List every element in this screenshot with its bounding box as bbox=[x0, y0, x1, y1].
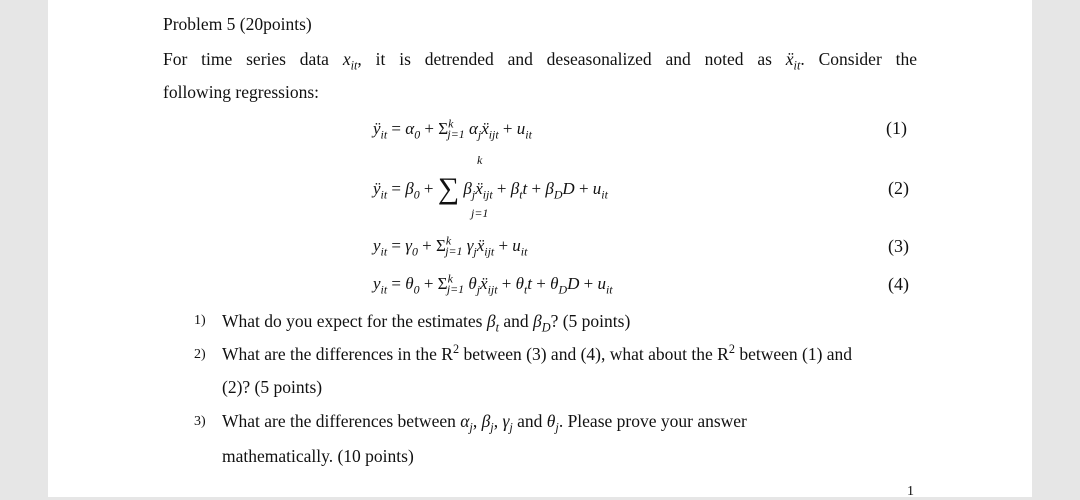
question-3-text-line1: What are the differences between $\alpha_j$, $\beta_j$, $\gamma_j$ and $\theta_j$. Please prove your answer bbox=[222, 411, 747, 435]
sum-lower-limit: j=1 bbox=[471, 206, 489, 220]
question-2-text-line2: (2)? (5 points) bbox=[222, 377, 323, 397]
problem-intro-line2: following regressions: bbox=[163, 82, 320, 102]
problem-intro-line1: For time series data $x_{it}$, it is detrended and deseasonalized and noted as ẍ$_{it}$. Consider the bbox=[163, 49, 918, 73]
equation-2: $ÿ_{it} = \beta_0$ + ∑ $\beta_jẍ_{ijt} + \beta_tt + \beta_DD + u_{it}$ bbox=[373, 172, 608, 205]
question-3-number: 3) bbox=[194, 414, 206, 429]
equation-4-number: (4) bbox=[888, 274, 909, 294]
document-page bbox=[48, 0, 1032, 497]
page-number: 1 bbox=[907, 484, 914, 499]
equation-3: $y_{it} = \gamma_0 + \Sigma^k_{j=1}$ $\gamma_jẍ_{ijt} + u_{it}$ bbox=[373, 233, 528, 259]
question-3-text-line2: mathematically. (10 points) bbox=[222, 446, 414, 466]
question-2-number: 2) bbox=[194, 347, 206, 362]
question-2-text-line1: What are the differences in the $R^2$ between (3) and (4), what about the $R^2$ between (1) and bbox=[222, 342, 853, 364]
equation-3-number: (3) bbox=[888, 236, 909, 256]
question-1-number: 1) bbox=[194, 313, 206, 328]
sum-upper-limit: k bbox=[477, 153, 483, 167]
question-1-text: What do you expect for the estimates $\beta_t$ and $\beta_D$? (5 points) bbox=[222, 311, 631, 335]
problem-title: Problem 5 (20points) bbox=[163, 14, 312, 34]
equation-1-number: (1) bbox=[886, 118, 907, 138]
equation-2-number: (2) bbox=[888, 178, 909, 198]
equation-4: $y_{it} = \theta_0 + \Sigma^k_{j=1}$ $\theta_jẍ_{ijt} + \theta_tt + \theta_DD + u_{it}$ bbox=[373, 271, 613, 297]
equation-1: $ÿ_{it} = \alpha_0 + \Sigma^k_{j=1}$ $\alpha_jẍ_{ijt} + u_{it}$ bbox=[373, 116, 532, 142]
